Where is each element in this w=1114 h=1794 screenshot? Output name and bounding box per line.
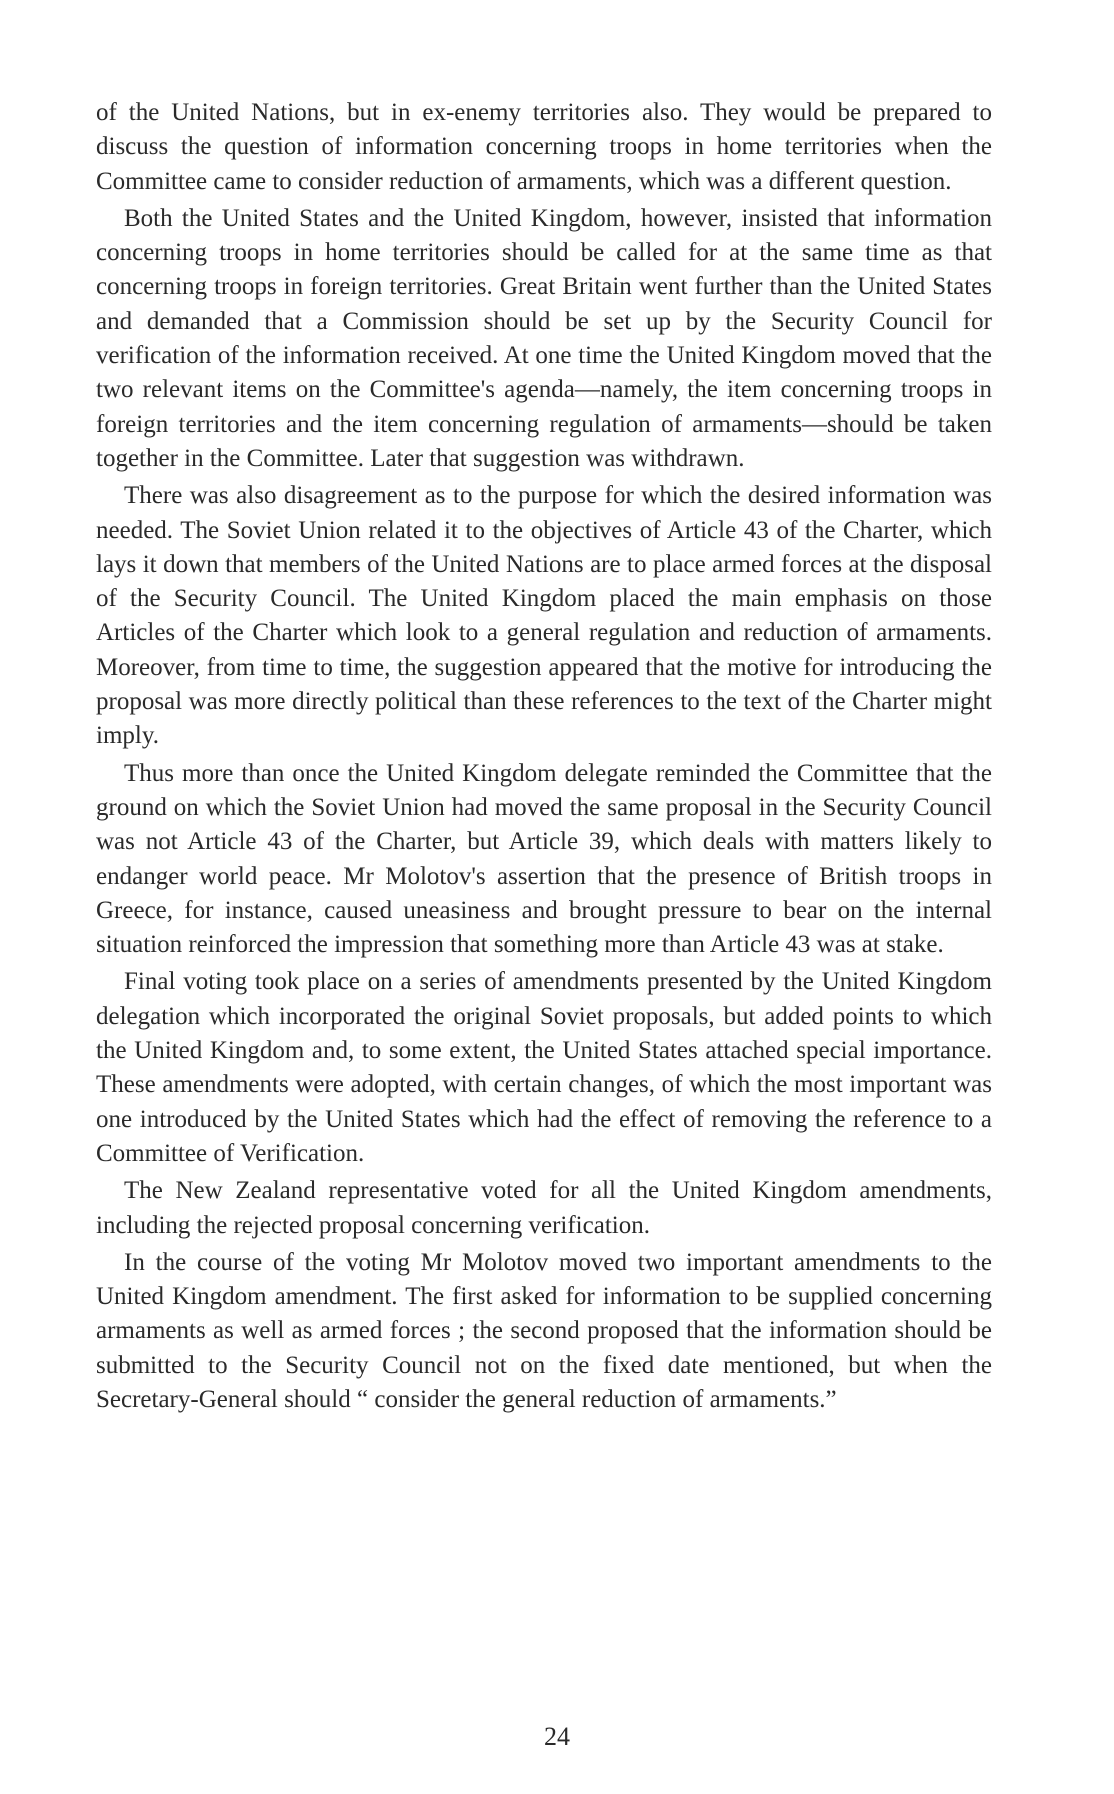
page-number: 24 (544, 1722, 570, 1751)
paragraph-purpose-disagreement: There was also disagreement as to the purpose for which the desired information was needed. The Soviet Union related it to the objectives of Article 43 of the Charter, which lays it down that members of the United Nations are to place armed forces at the disposal of the Security Council. The United Kingdom placed the main emphasis on those Articles of the Charter which look to a general regulation and reduction of armaments. Moreover, from time to time, the suggestion appeared that the motive for introducing the proposal was more directly political than these references to the text of the Charter might imply. (96, 482, 992, 750)
paragraph-continued: of the United Nations, but in ex-enemy territories also. They would be prepared to discuss the question of information concerning troops in home territories when the Committee came to consider reduction of armaments, which was a different question. (96, 99, 992, 195)
paragraph-article-39: Thus more than once the United Kingdom delegate reminded the Committee that the ground on which the Soviet Union had moved the same proposal in the Security Council was not Article 43 of the Charter, but Article 39, which deals with matters likely to endanger world peace. Mr Molotov's assertion that the presence of British troops in Greece, for instance, caused uneasiness and brought pressure to bear on the internal situation reinforced the impression that something more than Article 43 was at stake. (96, 759, 992, 959)
paragraph-molotov-amendments: In the course of the voting Mr Molotov moved two important amendments to the United Kingdom amendment. The first asked for information to be supplied concerning armaments as well as armed forces ; the second proposed that the information should be submitted to the Security Council not on the fixed date mentioned, but when the Secretary-General should “ consider the general reduction of armaments.” (96, 1248, 992, 1413)
body-text (96, 96, 992, 1420)
paragraph-home-territories: Both the United States and the United Kingdom, however, insisted that information concerning troops in home territories should be called for at the same time as that concerning troops in foreign territories. Great Britain went further than the United States and demanded that a Commission should be set up by the Security Council for verification of the information received. At one time the United Kingdom moved that the two relevant items on the Committee's agenda—namely, the item concerning troops in foreign territories and the item concerning regulation of armaments—should be taken together in the Committee. Later that suggestion was withdrawn. (96, 204, 992, 472)
paragraph-new-zealand-vote: The New Zealand representative voted for all the United Kingdom amendments, including the rejected proposal concerning verification. (96, 1177, 992, 1239)
paragraph-final-voting: Final voting took place on a series of amendments presented by the United Kingdom delegation which incorporated the original Soviet proposals, but added points to which the United Kingdom and, to some extent, the United States attached special importance. These amendments were adopted, with certain changes, of which the most important was one introduced by the United States which had the effect of removing the reference to a Committee of Verification. (96, 968, 992, 1167)
